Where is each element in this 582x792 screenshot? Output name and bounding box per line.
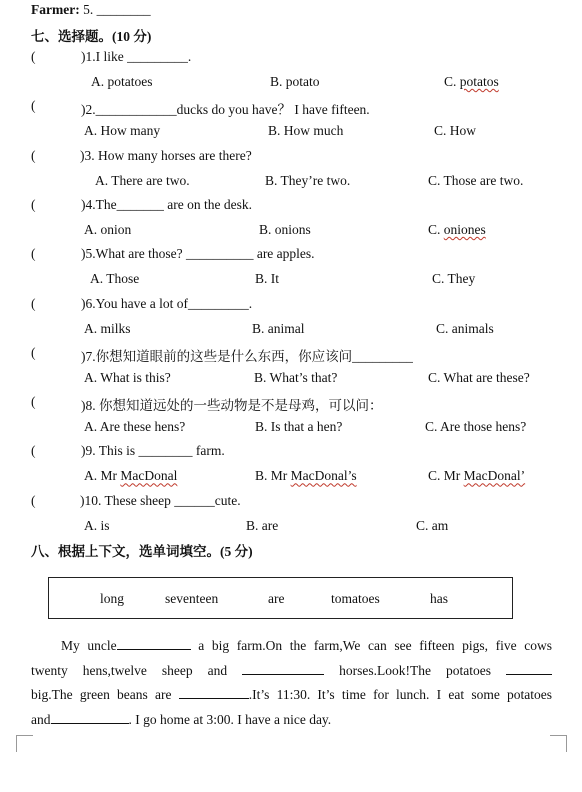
passage-text: a big farm.On the farm,We can see fifteen pigs, five cows (198, 638, 552, 653)
passage-text: and (31, 711, 51, 727)
passage (31, 634, 552, 732)
header-line (31, 2, 151, 18)
option-b[interactable] (255, 468, 357, 484)
option-c[interactable]: C. They (432, 271, 476, 287)
question-stem: )5.What are those? __________ are apples. (81, 246, 315, 262)
option-c[interactable]: C. Are those hens? (425, 419, 527, 435)
option-a[interactable] (84, 468, 177, 484)
option-a[interactable]: A. milks (84, 320, 131, 336)
option-b[interactable]: B. animal (252, 320, 305, 336)
passage-line (31, 708, 552, 733)
option-c[interactable]: C. animals (436, 320, 494, 336)
page-corner-mark (16, 735, 33, 752)
passage-line (31, 683, 552, 708)
option-b[interactable]: B. onions (259, 221, 311, 237)
option-c[interactable] (444, 74, 499, 90)
passage-text: My uncle (61, 638, 117, 653)
option-b[interactable]: B. Is that a hen? (255, 419, 343, 435)
option-b[interactable]: B. They’re two. (265, 172, 351, 188)
question-stem: )8. 你想知道远处的一些动物是不是母鸡，可以问： (81, 398, 383, 414)
word-bank-item: seventeen (165, 591, 219, 606)
answer-paren[interactable]: ( (31, 49, 36, 64)
option-c[interactable]: C. What are these? (428, 369, 530, 385)
option-prefix: C. Mr (428, 468, 464, 484)
answer-paren[interactable]: ( (31, 147, 36, 163)
option-word: MacDonal’s (290, 468, 357, 484)
option-word: MacDonal’ (463, 468, 526, 484)
answer-paren[interactable]: ( (31, 196, 36, 212)
option-c[interactable] (428, 222, 486, 238)
word-bank-item: long (100, 591, 125, 606)
answer-blank[interactable] (51, 711, 129, 724)
question-stem: )4.The_______ are on the desk. (81, 196, 252, 212)
answer-paren[interactable]: ( (31, 443, 36, 459)
question-stem: )9. This is ________ farm. (81, 443, 225, 459)
header-text: 5. ________ (79, 2, 151, 17)
answer-paren[interactable]: ( (31, 98, 36, 114)
option-b[interactable]: B. are (246, 517, 279, 533)
answer-paren[interactable]: ( (31, 295, 36, 311)
option-c[interactable] (428, 468, 525, 484)
header-label: Farmer: (31, 2, 80, 17)
option-b[interactable]: B. What’s that? (254, 369, 338, 385)
option-a[interactable]: A. Are these hens? (84, 419, 186, 435)
question-stem: )6.You have a lot of_________. (81, 295, 253, 311)
option-a[interactable]: A. is (84, 517, 110, 533)
option-a[interactable]: A. There are two. (95, 172, 190, 188)
question-stem: )1.I like _________. (81, 49, 192, 64)
answer-paren[interactable]: ( (31, 394, 36, 410)
word-bank-item: are (268, 591, 285, 606)
option-c[interactable]: C. Those are two. (428, 172, 524, 188)
answer-paren[interactable]: ( (31, 344, 36, 360)
passage-text: horses.Look!The potatoes (339, 662, 492, 678)
option-b[interactable]: B. How much (268, 123, 344, 139)
option-a[interactable]: A. potatoes (91, 74, 153, 89)
option-a[interactable]: A. onion (84, 221, 132, 237)
word-bank-box (48, 577, 513, 619)
word-bank-item: tomatoes (331, 591, 380, 606)
passage-line (31, 634, 552, 659)
section-8-title: 八、根据上下文，选单词填空。(5 分) (31, 544, 253, 559)
option-prefix: A. Mr (84, 468, 121, 484)
passage-text: twenty hens,twelve sheep and (31, 662, 228, 678)
option-b[interactable]: B. It (255, 271, 280, 287)
answer-blank[interactable] (117, 637, 191, 650)
question-stem: )2.____________ducks do you have？ I have fifteen. (81, 102, 370, 118)
answer-blank[interactable] (506, 662, 552, 675)
option-word: oniones (443, 221, 486, 237)
option-prefix: C. (444, 74, 460, 89)
question-stem: )7.你想知道眼前的这些是什么东西，你应该问_________ (81, 348, 413, 364)
word-bank-item: has (430, 591, 448, 606)
question-stem: )3. How many horses are there? (80, 147, 252, 163)
option-c[interactable]: C. am (416, 517, 449, 533)
section-7-title: 七、选择题。(10 分) (31, 29, 152, 44)
page-corner-mark (550, 735, 567, 752)
passage-text: big.The green beans are (31, 687, 172, 702)
passage-text: . I go home at 3:00. I have a nice day. (128, 711, 332, 727)
option-prefix: C. (428, 221, 444, 237)
option-prefix: B. Mr (255, 468, 291, 484)
option-a[interactable]: A. What is this? (84, 369, 171, 385)
passage-line (31, 659, 552, 684)
option-c[interactable]: C. How (434, 123, 477, 139)
option-word: MacDonal (120, 468, 178, 484)
passage-text: .It’s 11:30. It’s time for lunch. I eat some potatoes (248, 687, 553, 702)
option-a[interactable]: A. Those (90, 271, 140, 287)
option-b[interactable]: B. potato (270, 74, 320, 89)
question-stem: )10. These sheep ______cute. (80, 492, 241, 508)
option-a[interactable]: A. How many (84, 123, 161, 139)
answer-paren[interactable]: ( (31, 492, 36, 508)
answer-paren[interactable]: ( (31, 246, 36, 262)
option-word: potatos (459, 74, 499, 89)
answer-blank[interactable] (242, 662, 324, 675)
answer-blank[interactable] (179, 686, 249, 699)
